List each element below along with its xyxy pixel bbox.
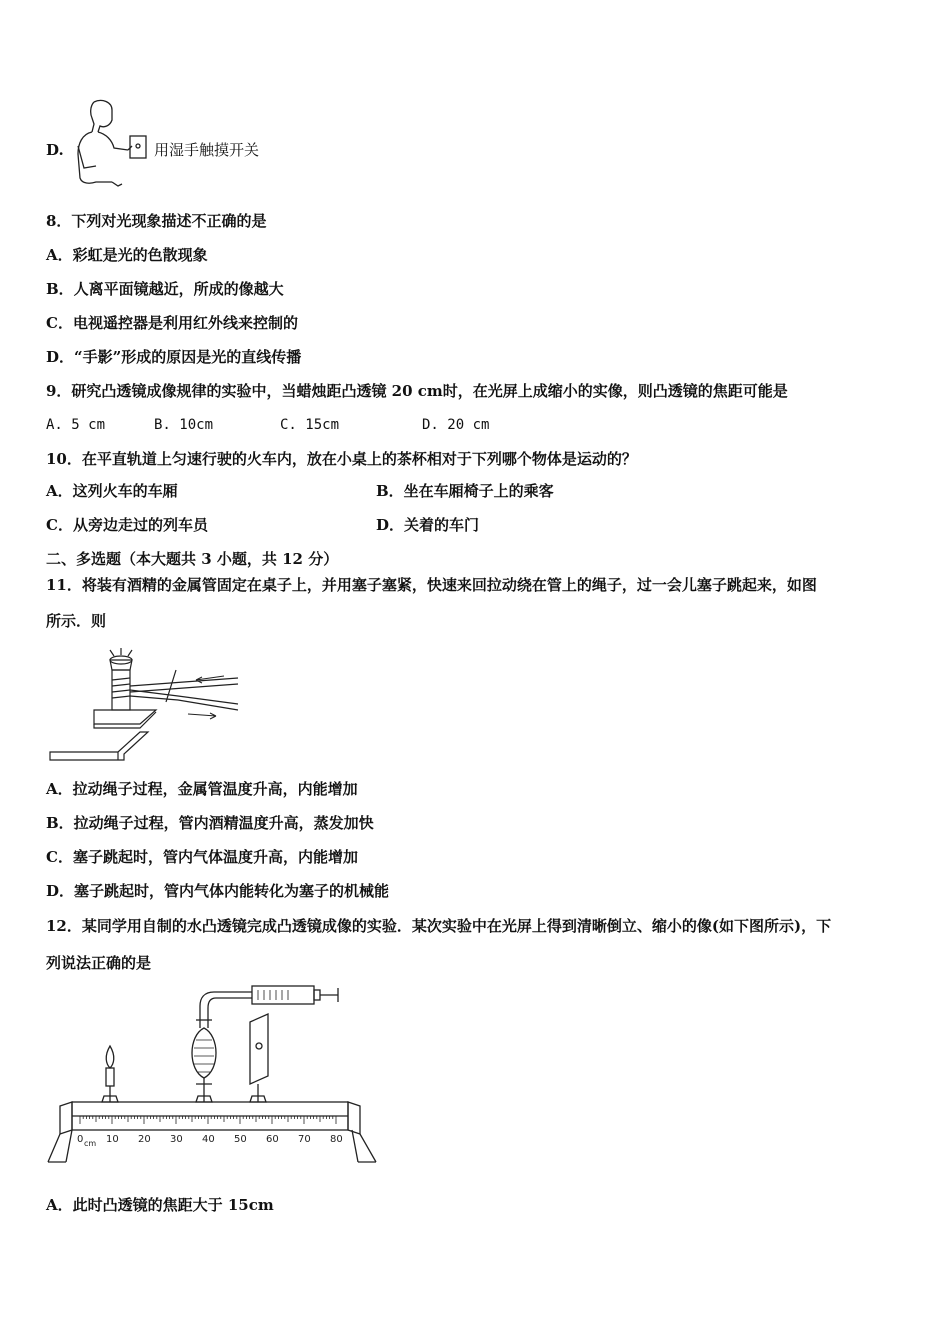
q8-option-a: A．彩虹是光的色散现象 <box>46 246 208 264</box>
ruler-label: 0 <box>77 1134 84 1145</box>
ruler-label: 20 <box>138 1134 151 1145</box>
ruler-label: 10 <box>106 1134 119 1145</box>
q10-option-b: B．坐在车厢椅子上的乘客 <box>376 482 554 500</box>
q8-option-d: D．“手影”形成的原因是光的直线传播 <box>46 348 302 366</box>
q8-option-b: B．人离平面镜越近，所成的像越大 <box>46 280 284 298</box>
q9-option-d: D. 20 cm <box>422 417 490 433</box>
ruler-ticks <box>80 1116 336 1124</box>
q12-stem-line1: 12．某同学用自制的水凸透镜完成凸透镜成像的实验．某次实验中在光屏上得到清晰倒立、缩小的像(如下图所示)，下 <box>46 917 832 935</box>
q9-option-b: B. 10cm <box>154 417 214 433</box>
ruler-label: 30 <box>170 1134 183 1145</box>
q11-option-b: B．拉动绳子过程，管内酒精温度升高，蒸发加快 <box>46 814 374 832</box>
q9-option-c: C. 15cm <box>280 417 340 433</box>
ruler-label: 80 <box>330 1134 343 1145</box>
q11-stem-line2: 所示．则 <box>46 612 107 630</box>
q7-option-d-label: D. <box>46 141 64 159</box>
q10-option-d: D．关着的车门 <box>376 516 480 534</box>
ruler-label: 50 <box>234 1134 247 1145</box>
q11-option-a: A．拉动绳子过程，金属管温度升高，内能增加 <box>46 780 358 798</box>
q10-option-a: A．这列火车的车厢 <box>46 482 178 500</box>
section-title: 二、多选题（本大题共 3 小题，共 12 分） <box>46 550 339 568</box>
ruler-label: cm <box>84 1139 97 1148</box>
q8-option-c: C．电视遥控器是利用红外线来控制的 <box>46 314 298 332</box>
ruler-label: 60 <box>266 1134 279 1145</box>
wet-hand-switch-figure <box>72 98 154 192</box>
q11-option-c: C．塞子跳起时，管内气体温度升高，内能增加 <box>46 848 358 866</box>
q8-stem: 8．下列对光现象描述不正确的是 <box>46 212 267 230</box>
q11-stem-line1: 11．将装有酒精的金属管固定在桌子上，并用塞子塞紧，快速来回拉动绕在管上的绳子，过一会儿塞子跳起来，如图 <box>46 576 817 594</box>
ruler-label: 40 <box>202 1134 215 1145</box>
q7-option-d-text: 用湿手触摸开关 <box>154 141 260 159</box>
q12-stem-line2: 列说法正确的是 <box>46 954 152 972</box>
q9-option-a: A. 5 cm <box>46 417 106 433</box>
q10-option-c: C．从旁边走过的列车员 <box>46 516 208 534</box>
q11-option-d: D．塞子跳起时，管内气体内能转化为塞子的机械能 <box>46 882 390 900</box>
optical-bench-figure <box>46 984 378 1164</box>
q12-option-a: A．此时凸透镜的焦距大于 15cm <box>46 1196 274 1214</box>
ruler-label: 70 <box>298 1134 311 1145</box>
q9-stem: 9．研究凸透镜成像规律的实验中，当蜡烛距凸透镜 20 cm时，在光屏上成缩小的实像，则凸透镜的焦距可能是 <box>46 382 788 400</box>
q10-stem: 10．在平直轨道上匀速行驶的火车内，放在小桌上的茶杯相对于下列哪个物体是运动的？ <box>46 450 637 468</box>
metal-tube-rope-figure <box>48 640 244 762</box>
